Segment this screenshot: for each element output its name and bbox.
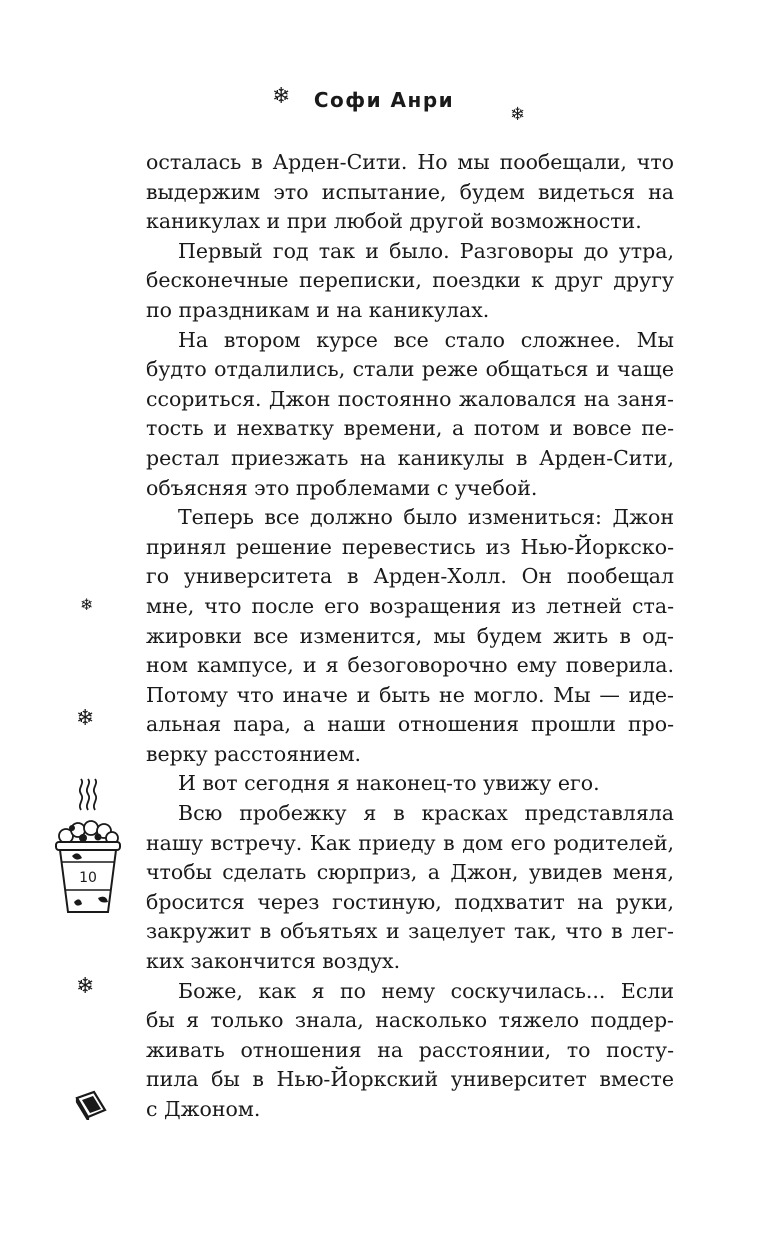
coffee-cup-icon <box>52 818 124 918</box>
text-line: живать отношения на расстоянии, то посту- <box>146 1037 674 1062</box>
text-line: верку расстоянием. <box>146 741 362 766</box>
text-line: нашу встречу. Как приеду в дом его родителей, <box>146 830 674 855</box>
text-line: ссориться. Джон постоянно жаловался на заня- <box>146 386 674 411</box>
text-line: закружит в объятьях и зацелует так, что в лег- <box>146 919 674 944</box>
text-line: каникулах и при любой другой возможности. <box>146 209 642 234</box>
running-head-author: Софи Анри <box>313 88 455 112</box>
paragraph <box>146 769 674 799</box>
text-line: Теперь все должно было измениться: Джон <box>178 505 674 530</box>
paragraph <box>146 148 674 237</box>
page-header <box>0 86 768 126</box>
text-line: альная пара, а наши отношения прошли про- <box>146 712 674 737</box>
paragraph <box>146 503 674 769</box>
snowflake-icon: ❄ <box>80 595 94 614</box>
text-line: ном кампусе, и я безоговорочно ему поверила. <box>146 653 674 678</box>
paragraph <box>146 977 674 1125</box>
paragraph <box>146 799 674 977</box>
text-line: Всю пробежку я в красках представляла <box>178 801 674 826</box>
text-line: бросится через гостиную, подхватит на руки, <box>146 889 674 914</box>
book-icon <box>74 1090 108 1120</box>
text-line: по праздникам и на каникулах. <box>146 297 490 322</box>
text-line: принял решение перевестись из Нью-Йоркско- <box>146 534 674 559</box>
text-line: пила бы в Нью-Йоркский университет вместе <box>146 1067 674 1092</box>
text-line: чтобы сделать сюрприз, а Джон, увидев меня, <box>146 860 674 885</box>
text-line: На втором курсе все стало сложнее. Мы <box>178 327 674 352</box>
snowflake-icon: ❄ <box>76 706 95 731</box>
text-line: выдержим это испытание, будем видеться на <box>146 179 674 204</box>
text-line: Первый год так и было. Разговоры до утра, <box>178 238 674 263</box>
text-line: объясняя это проблемами с учебой. <box>146 475 538 500</box>
text-line: Потому что иначе и быть не могло. Мы — иде- <box>146 682 674 707</box>
cup-number: 10 <box>79 870 97 886</box>
text-line: осталась в Арден-Сити. Но мы пообещали, что <box>146 150 674 174</box>
page-body-text <box>146 148 674 1125</box>
coffee-cup-drawing <box>52 818 124 918</box>
text-line: тость и нехватку времени, а потом и вовсе пе- <box>146 416 674 441</box>
snowflake-icon: ❄ <box>272 84 291 109</box>
snowflake-icon: ❄ <box>76 974 95 999</box>
text-line: с Джоном. <box>146 1097 261 1121</box>
text-line: мне, что после его возращения из летней ста- <box>146 593 674 618</box>
text-line: ких закончится воздух. <box>146 949 401 974</box>
text-line: го университета в Арден-Холл. Он пообещал <box>146 564 674 589</box>
paragraph <box>146 326 674 504</box>
text-line: рестал приезжать на каникулы в Арден-Сити, <box>146 445 674 470</box>
text-line: бы я только знала, насколько тяжело поддер- <box>146 1008 674 1033</box>
text-line: бесконечные переписки, поездки к друг другу <box>146 268 674 293</box>
text-line: И вот сегодня я наконец-то увижу его. <box>178 771 600 796</box>
snowflake-icon: ❄ <box>510 104 526 125</box>
text-line: жировки все изменится, мы будем жить в од- <box>146 623 674 648</box>
paragraph <box>146 237 674 326</box>
steam-icon <box>76 778 100 812</box>
text-line: будто отдалились, стали реже общаться и чаще <box>146 357 674 382</box>
text-line: Боже, как я по нему соскучилась... Если <box>178 978 674 1003</box>
